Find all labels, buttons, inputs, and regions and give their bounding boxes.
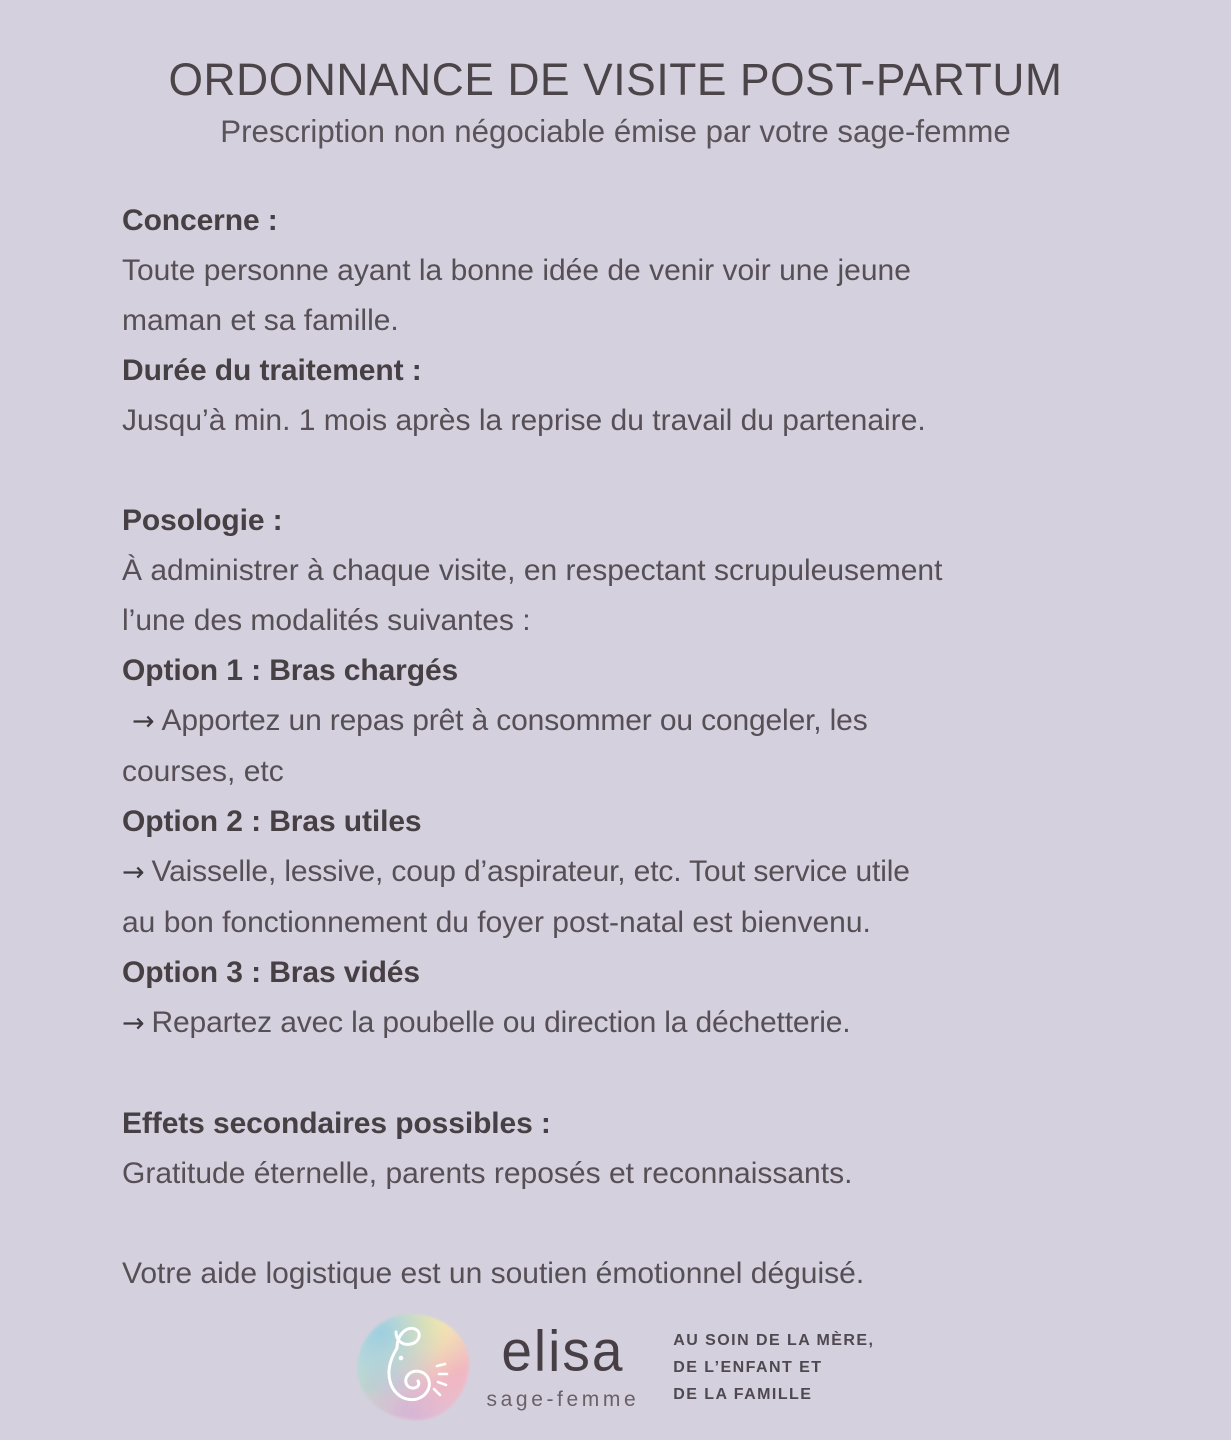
option-2-detail-1-text: Vaisselle, lessive, coup d’aspirateur, etc. Tout service utile xyxy=(151,855,910,888)
logo-line-art xyxy=(357,1314,469,1420)
duree-body: Jusqu’à min. 1 mois après la reprise du travail du partenaire. xyxy=(122,404,926,437)
option-2-heading: Option 2 : Bras utiles xyxy=(122,805,422,838)
posologie-body-2: l’une des modalités suivantes : xyxy=(122,604,531,637)
brand-wordmark xyxy=(486,1318,640,1411)
arrow-right-icon: → xyxy=(122,1008,145,1039)
poster-header xyxy=(0,0,1231,149)
tagline-line-3: DE LA FAMILLE xyxy=(673,1385,813,1403)
tagline-line-2: DE L’ENFANT ET xyxy=(673,1358,823,1376)
page-title: ORDONNANCE DE VISITE POST-PARTUM xyxy=(168,54,1063,105)
posologie-heading: Posologie : xyxy=(122,504,283,537)
option-3-heading: Option 3 : Bras vidés xyxy=(122,956,420,989)
option-1-heading: Option 1 : Bras chargés xyxy=(122,654,459,687)
concerne-body-1: Toute personne ayant la bonne idée de venir voir une jeune xyxy=(122,254,911,287)
option-1-detail-2: courses, etc xyxy=(122,755,284,788)
prescription-body xyxy=(122,196,1132,1299)
option-3-detail-1 xyxy=(122,998,1132,1049)
option-2-detail-2: au bon fonctionnement du foyer post-natal est bienvenu. xyxy=(122,906,871,939)
poster-footer xyxy=(0,1314,1231,1420)
paragraph-spacer xyxy=(122,446,1132,496)
spiral-snail-logo-icon xyxy=(357,1314,469,1420)
option-1-detail-1 xyxy=(122,696,1132,747)
page-subtitle: Prescription non négociable émise par votre sage-femme xyxy=(220,113,1011,150)
brand-tagline xyxy=(673,1327,874,1408)
option-1-detail-1-text: Apportez un repas prêt à consommer ou congeler, les xyxy=(161,704,868,737)
paragraph-spacer xyxy=(122,1199,1132,1249)
brand-role: sage-femme xyxy=(486,1388,640,1411)
option-3-detail-1-text: Repartez avec la poubelle ou direction la déchetterie. xyxy=(151,1006,851,1039)
duree-heading: Durée du traitement : xyxy=(122,354,422,387)
posologie-body-1: À administrer à chaque visite, en respectant scrupuleusement xyxy=(122,554,943,587)
option-2-detail-1 xyxy=(122,847,1132,898)
arrow-right-icon: → xyxy=(122,857,145,888)
paragraph-spacer xyxy=(122,1049,1132,1099)
effets-body: Gratitude éternelle, parents reposés et reconnaissants. xyxy=(122,1157,853,1190)
brand-name: elisa xyxy=(501,1318,625,1384)
closing-line: Votre aide logistique est un soutien émotionnel déguisé. xyxy=(122,1257,865,1290)
tagline-line-1: AU SOIN DE LA MÈRE, xyxy=(673,1331,875,1349)
arrow-right-icon: → xyxy=(132,706,155,737)
effets-heading: Effets secondaires possibles : xyxy=(122,1107,551,1140)
concerne-body-2: maman et sa famille. xyxy=(122,304,399,337)
concerne-heading: Concerne : xyxy=(122,204,278,237)
